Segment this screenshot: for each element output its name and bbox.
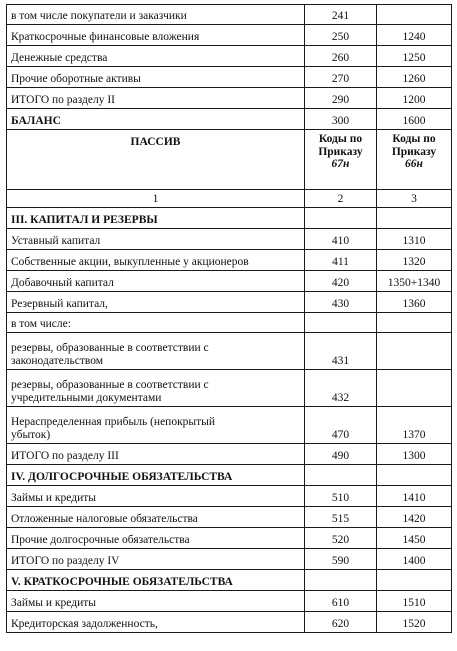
table-row <box>7 612 452 633</box>
table-row <box>7 250 452 271</box>
col-number: 2 <box>305 190 377 208</box>
row-code: 490 <box>305 444 377 465</box>
table-row <box>7 46 452 67</box>
row-code: 241 <box>305 5 377 25</box>
label-line: убыток) <box>11 429 51 441</box>
row-label: Займы и кредиты <box>7 486 305 507</box>
row-value: 1240 <box>377 25 452 46</box>
row-label: Прочие оборотные активы <box>7 67 305 88</box>
header-line: Коды по <box>318 133 363 145</box>
row-value: 1370 <box>377 407 452 444</box>
row-label: ИТОГО по разделу IV <box>7 549 305 570</box>
row-code: 470 <box>305 407 377 444</box>
row-code: 610 <box>305 591 377 612</box>
table-row <box>7 407 452 444</box>
row-code: 430 <box>305 292 377 313</box>
row-value: 1400 <box>377 549 452 570</box>
row-value: 1450 <box>377 528 452 549</box>
row-value: 1320 <box>377 250 452 271</box>
table-row <box>7 549 452 570</box>
table-row <box>7 271 452 292</box>
table-row <box>7 5 452 25</box>
row-value <box>377 333 452 370</box>
row-code: 411 <box>305 250 377 271</box>
row-code: 250 <box>305 25 377 46</box>
table-row <box>7 591 452 612</box>
row-value: 1600 <box>377 109 452 130</box>
empty-cell <box>377 570 452 591</box>
balance-label: БАЛАНС <box>7 109 305 130</box>
row-value: 1520 <box>377 612 452 633</box>
row-label: Резервный капитал, <box>7 292 305 313</box>
row-value: 1350+1340 <box>377 271 452 292</box>
row-label: в том числе: <box>7 313 305 333</box>
label-line: резервы, образованные в соответствии с <box>11 379 209 391</box>
header-row <box>7 130 452 190</box>
row-value: 1510 <box>377 591 452 612</box>
col-number: 1 <box>7 190 305 208</box>
table-row <box>7 25 452 46</box>
row-label: Отложенные налоговые обязательства <box>7 507 305 528</box>
row-label <box>7 407 305 444</box>
table-row <box>7 67 452 88</box>
row-code: 432 <box>305 370 377 407</box>
row-label: в том числе покупатели и заказчики <box>7 5 305 25</box>
header-line: 66н <box>405 158 423 170</box>
header-line: Приказу <box>391 145 437 158</box>
row-label: ИТОГО по разделу III <box>7 444 305 465</box>
table-row <box>7 370 452 407</box>
row-value: 1420 <box>377 507 452 528</box>
label-line: учредительными документами <box>11 392 162 404</box>
table-row <box>7 333 452 370</box>
row-value <box>377 313 452 333</box>
row-value <box>377 370 452 407</box>
section-title: V. КРАТКОСРОЧНЫЕ ОБЯЗАТЕЛЬСТВА <box>7 570 305 591</box>
row-value <box>377 5 452 25</box>
header-line: Коды по <box>392 133 436 145</box>
table-row <box>7 88 452 109</box>
row-value: 1410 <box>377 486 452 507</box>
column-number-row <box>7 190 452 208</box>
row-label: Краткосрочные финансовые вложения <box>7 25 305 46</box>
row-label: Денежные средства <box>7 46 305 67</box>
row-value: 1360 <box>377 292 452 313</box>
row-code: 300 <box>305 109 377 130</box>
table-row <box>7 313 452 333</box>
row-label: Уставный капитал <box>7 229 305 250</box>
section-heading-row <box>7 570 452 591</box>
table-row <box>7 444 452 465</box>
table-row-balance <box>7 109 452 130</box>
table-row <box>7 292 452 313</box>
table-row <box>7 507 452 528</box>
empty-cell <box>305 208 377 229</box>
row-label: Добавочный капитал <box>7 271 305 292</box>
header-line: Приказу <box>318 145 363 158</box>
section-heading-row <box>7 208 452 229</box>
section-heading-row <box>7 465 452 486</box>
label-line: резервы, образованные в соответствии с <box>11 342 209 354</box>
row-code: 290 <box>305 88 377 109</box>
row-value: 1300 <box>377 444 452 465</box>
header-line: 67н <box>331 158 350 170</box>
row-code: 510 <box>305 486 377 507</box>
row-code: 431 <box>305 333 377 370</box>
col-number: 3 <box>377 190 452 208</box>
label-line: законодательством <box>11 355 104 367</box>
empty-cell <box>305 465 377 486</box>
empty-cell <box>377 465 452 486</box>
empty-cell <box>305 570 377 591</box>
section-title: III. КАПИТАЛ И РЕЗЕРВЫ <box>7 208 305 229</box>
row-code <box>305 313 377 333</box>
header-codes-67n <box>305 130 377 190</box>
row-code: 270 <box>305 67 377 88</box>
row-label: Кредиторская задолженность, <box>7 612 305 633</box>
row-label: Прочие долгосрочные обязательства <box>7 528 305 549</box>
table-row <box>7 486 452 507</box>
row-value: 1260 <box>377 67 452 88</box>
row-label <box>7 333 305 370</box>
row-label: Собственные акции, выкупленные у акционеров <box>7 250 305 271</box>
header-passive: ПАССИВ <box>7 130 305 190</box>
header-codes-66n <box>377 130 452 190</box>
row-code: 420 <box>305 271 377 292</box>
row-code: 260 <box>305 46 377 67</box>
row-code: 590 <box>305 549 377 570</box>
balance-table <box>6 4 452 633</box>
table-row <box>7 229 452 250</box>
row-label <box>7 370 305 407</box>
row-value: 1250 <box>377 46 452 67</box>
row-value: 1200 <box>377 88 452 109</box>
row-code: 410 <box>305 229 377 250</box>
row-value: 1310 <box>377 229 452 250</box>
row-label: Займы и кредиты <box>7 591 305 612</box>
empty-cell <box>377 208 452 229</box>
row-label: ИТОГО по разделу II <box>7 88 305 109</box>
section-title: IV. ДОЛГОСРОЧНЫЕ ОБЯЗАТЕЛЬСТВА <box>7 465 305 486</box>
label-line: Нераспределенная прибыль (непокрытый <box>11 416 216 428</box>
row-code: 620 <box>305 612 377 633</box>
table-row <box>7 528 452 549</box>
row-code: 515 <box>305 507 377 528</box>
row-code: 520 <box>305 528 377 549</box>
